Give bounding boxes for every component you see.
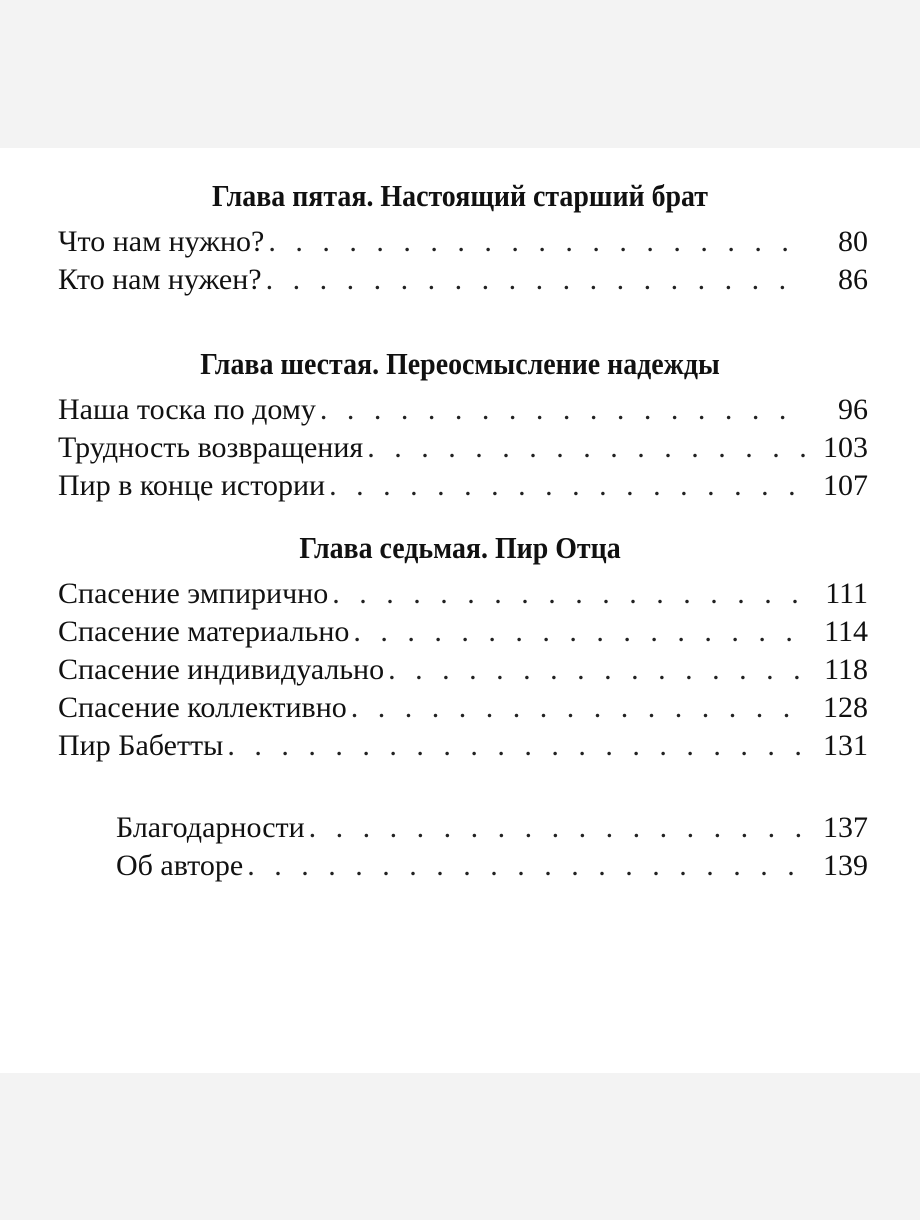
toc-entry-label: Об авторе	[116, 849, 244, 882]
toc-page-number: 103	[823, 431, 868, 464]
dot-leader	[351, 690, 806, 726]
toc-page-number: 128	[823, 691, 868, 724]
chapter-heading: Глава шестая. Переосмысление надежды	[200, 346, 720, 381]
toc-entry[interactable]	[58, 614, 868, 650]
dot-leader	[320, 392, 806, 428]
toc-entry[interactable]	[58, 392, 868, 428]
dot-leader	[332, 576, 806, 612]
toc-entry-label: Благодарности	[116, 811, 305, 844]
toc-entry[interactable]	[58, 468, 868, 504]
toc-page-number: 114	[824, 615, 868, 648]
toc-entry-label: Пир Бабетты	[58, 729, 224, 762]
toc-entry-label: Спасение материально	[58, 615, 350, 648]
toc-page-number: 111	[825, 577, 868, 610]
toc-entry-label: Пир в конце истории	[58, 469, 326, 502]
chapter-heading: Глава седьмая. Пир Отца	[299, 530, 621, 565]
toc-entry-label: Наша тоска по дому	[58, 393, 316, 426]
dot-leader	[367, 430, 806, 466]
toc-entry[interactable]	[58, 690, 868, 726]
toc-entry-label: Спасение коллективно	[58, 691, 347, 724]
dot-leader	[247, 848, 806, 884]
toc-entry[interactable]	[58, 728, 868, 764]
dot-leader	[266, 262, 806, 298]
toc-page-number: 139	[823, 849, 868, 882]
toc-page-number: 137	[823, 811, 868, 844]
toc-page-number: 96	[838, 393, 868, 426]
toc-entry-label: Что нам нужно?	[58, 225, 265, 258]
chapter-heading: Глава пятая. Настоящий старший брат	[212, 178, 708, 213]
dot-leader	[353, 614, 806, 650]
toc-entry[interactable]	[58, 430, 868, 466]
toc-page-number: 118	[824, 653, 868, 686]
dot-leader	[268, 224, 806, 260]
toc-page-number: 131	[823, 729, 868, 762]
toc-entry[interactable]	[58, 224, 868, 260]
toc-entry[interactable]	[58, 576, 868, 612]
dot-leader	[227, 728, 806, 764]
toc-entry-back-matter[interactable]	[116, 848, 868, 884]
toc-page-number: 80	[838, 225, 868, 258]
toc-page-number: 86	[838, 263, 868, 296]
toc-entry-label: Трудность возвращения	[58, 431, 364, 464]
dot-leader	[388, 652, 806, 688]
toc-entry[interactable]	[58, 652, 868, 688]
book-page	[0, 148, 920, 1073]
toc-entry-label: Спасение индивидуально	[58, 653, 385, 686]
toc-entry[interactable]	[58, 262, 868, 298]
toc-page-number: 107	[823, 469, 868, 502]
toc-entry-label: Кто нам нужен?	[58, 263, 262, 296]
dot-leader	[309, 810, 806, 846]
toc-entry-label: Спасение эмпирично	[58, 577, 329, 610]
toc-entry-back-matter[interactable]	[116, 810, 868, 846]
dot-leader	[329, 468, 806, 504]
